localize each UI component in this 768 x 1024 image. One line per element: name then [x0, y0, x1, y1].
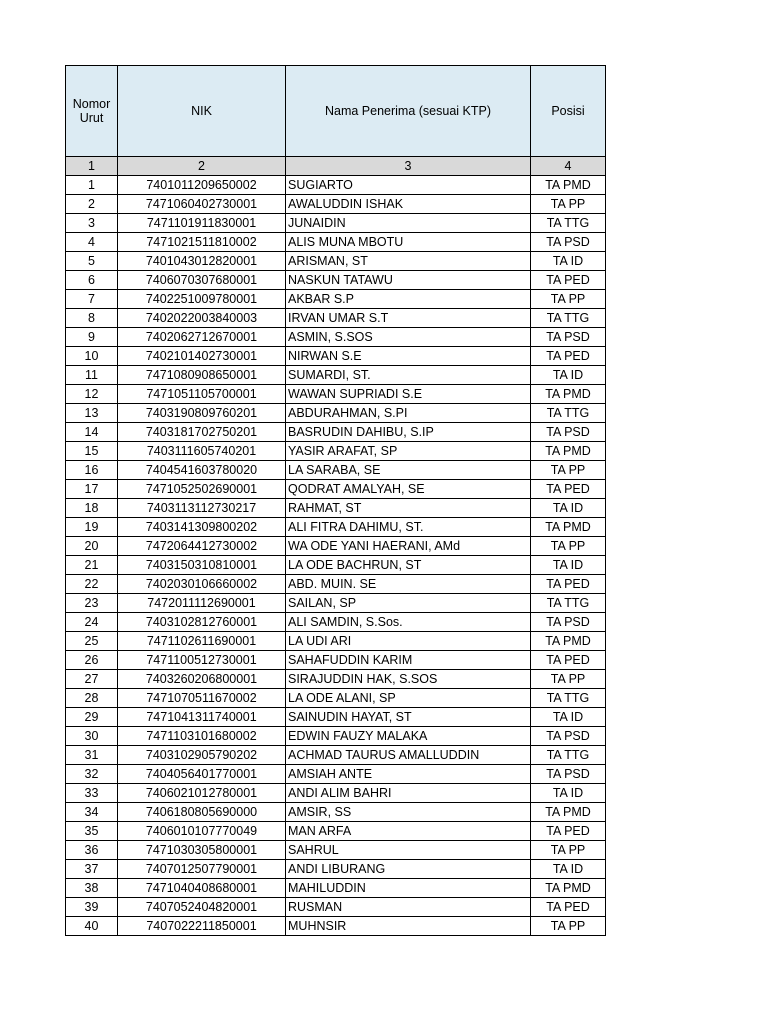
- cell-nik[interactable]: 7403102812760001: [118, 613, 286, 632]
- cell-nomor-urut[interactable]: 7: [66, 290, 118, 309]
- cell-nomor-urut[interactable]: 17: [66, 480, 118, 499]
- cell-nama-penerima[interactable]: LA ODE ALANI, SP: [286, 689, 531, 708]
- table-row: [66, 556, 606, 575]
- cell-nik[interactable]: 7407012507790001: [118, 860, 286, 879]
- cell-nomor-urut[interactable]: 18: [66, 499, 118, 518]
- cell-nik[interactable]: 7471030305800001: [118, 841, 286, 860]
- table-row: [66, 746, 606, 765]
- table-row: [66, 917, 606, 936]
- table-row: [66, 898, 606, 917]
- cell-nama-penerima[interactable]: SAHRUL: [286, 841, 531, 860]
- cell-posisi[interactable]: TA PSD: [531, 765, 606, 784]
- cell-nomor-urut[interactable]: 27: [66, 670, 118, 689]
- cell-posisi[interactable]: TA PMD: [531, 176, 606, 195]
- cell-nama-penerima[interactable]: LA UDI ARI: [286, 632, 531, 651]
- cell-nomor-urut[interactable]: 4: [66, 233, 118, 252]
- cell-nama-penerima[interactable]: JUNAIDIN: [286, 214, 531, 233]
- cell-nik[interactable]: 7401043012820001: [118, 252, 286, 271]
- cell-nama-penerima[interactable]: RAHMAT, ST: [286, 499, 531, 518]
- cell-posisi[interactable]: TA PED: [531, 271, 606, 290]
- cell-nama-penerima[interactable]: ABDURAHMAN, S.PI: [286, 404, 531, 423]
- table-row: [66, 860, 606, 879]
- cell-posisi[interactable]: TA PSD: [531, 727, 606, 746]
- cell-posisi[interactable]: TA PMD: [531, 385, 606, 404]
- cell-posisi[interactable]: TA PSD: [531, 233, 606, 252]
- cell-nik[interactable]: 7471102611690001: [118, 632, 286, 651]
- column-index-cell[interactable]: 1: [66, 157, 118, 176]
- table-row: [66, 841, 606, 860]
- cell-posisi[interactable]: TA PMD: [531, 803, 606, 822]
- cell-nomor-urut[interactable]: 31: [66, 746, 118, 765]
- cell-nama-penerima[interactable]: ANDI LIBURANG: [286, 860, 531, 879]
- cell-nomor-urut[interactable]: 14: [66, 423, 118, 442]
- table-row: [66, 708, 606, 727]
- column-index-cell[interactable]: 2: [118, 157, 286, 176]
- cell-posisi[interactable]: TA ID: [531, 366, 606, 385]
- table-row: [66, 423, 606, 442]
- cell-posisi[interactable]: TA TTG: [531, 689, 606, 708]
- cell-nomor-urut[interactable]: 34: [66, 803, 118, 822]
- cell-nama-penerima[interactable]: ALI SAMDIN, S.Sos.: [286, 613, 531, 632]
- table-row: [66, 461, 606, 480]
- cell-nama-penerima[interactable]: ACHMAD TAURUS AMALLUDDIN: [286, 746, 531, 765]
- cell-posisi[interactable]: TA ID: [531, 860, 606, 879]
- cell-posisi[interactable]: TA PSD: [531, 328, 606, 347]
- cell-posisi[interactable]: TA PED: [531, 575, 606, 594]
- cell-nama-penerima[interactable]: SUGIARTO: [286, 176, 531, 195]
- table-row: [66, 233, 606, 252]
- cell-nama-penerima[interactable]: BASRUDIN DAHIBU, S.IP: [286, 423, 531, 442]
- table-row: [66, 537, 606, 556]
- cell-nomor-urut[interactable]: 39: [66, 898, 118, 917]
- cell-nama-penerima[interactable]: SAILAN, SP: [286, 594, 531, 613]
- table-row: [66, 613, 606, 632]
- cell-posisi[interactable]: TA PSD: [531, 423, 606, 442]
- table-row: [66, 347, 606, 366]
- cell-nik[interactable]: 7406070307680001: [118, 271, 286, 290]
- table-row: [66, 670, 606, 689]
- table-row: [66, 404, 606, 423]
- cell-nomor-urut[interactable]: 21: [66, 556, 118, 575]
- cell-nomor-urut[interactable]: 6: [66, 271, 118, 290]
- cell-nomor-urut[interactable]: 38: [66, 879, 118, 898]
- cell-nomor-urut[interactable]: 3: [66, 214, 118, 233]
- cell-nik[interactable]: 7471021511810002: [118, 233, 286, 252]
- cell-nomor-urut[interactable]: 36: [66, 841, 118, 860]
- cell-nama-penerima[interactable]: EDWIN FAUZY MALAKA: [286, 727, 531, 746]
- cell-nama-penerima[interactable]: RUSMAN: [286, 898, 531, 917]
- table-row: [66, 575, 606, 594]
- cell-nama-penerima[interactable]: SUMARDI, ST.: [286, 366, 531, 385]
- cell-nama-penerima[interactable]: MAHILUDDIN: [286, 879, 531, 898]
- cell-posisi[interactable]: TA ID: [531, 499, 606, 518]
- cell-posisi[interactable]: TA PMD: [531, 518, 606, 537]
- table-row: [66, 689, 606, 708]
- cell-posisi[interactable]: TA ID: [531, 252, 606, 271]
- cell-nomor-urut[interactable]: 22: [66, 575, 118, 594]
- cell-nomor-urut[interactable]: 2: [66, 195, 118, 214]
- cell-nama-penerima[interactable]: WAWAN SUPRIADI S.E: [286, 385, 531, 404]
- cell-nik[interactable]: 7472011112690001: [118, 594, 286, 613]
- cell-nik[interactable]: 7404056401770001: [118, 765, 286, 784]
- cell-nik[interactable]: 7471041311740001: [118, 708, 286, 727]
- cell-posisi[interactable]: TA PSD: [531, 613, 606, 632]
- cell-nik[interactable]: 7406180805690000: [118, 803, 286, 822]
- recipient-table: [65, 65, 606, 936]
- cell-nomor-urut[interactable]: 12: [66, 385, 118, 404]
- cell-nama-penerima[interactable]: AWALUDDIN ISHAK: [286, 195, 531, 214]
- cell-posisi[interactable]: TA TTG: [531, 594, 606, 613]
- cell-posisi[interactable]: TA PP: [531, 195, 606, 214]
- cell-nik[interactable]: 7402101402730001: [118, 347, 286, 366]
- cell-nik[interactable]: 7401011209650002: [118, 176, 286, 195]
- cell-posisi[interactable]: TA PED: [531, 480, 606, 499]
- cell-posisi[interactable]: TA PP: [531, 841, 606, 860]
- cell-nama-penerima[interactable]: AMSIR, SS: [286, 803, 531, 822]
- cell-nama-penerima[interactable]: ALIS MUNA MBOTU: [286, 233, 531, 252]
- cell-nomor-urut[interactable]: 23: [66, 594, 118, 613]
- cell-nama-penerima[interactable]: AMSIAH ANTE: [286, 765, 531, 784]
- table-row: [66, 822, 606, 841]
- cell-nomor-urut[interactable]: 32: [66, 765, 118, 784]
- cell-nama-penerima[interactable]: ABD. MUIN. SE: [286, 575, 531, 594]
- cell-nomor-urut[interactable]: 16: [66, 461, 118, 480]
- cell-posisi[interactable]: TA PED: [531, 898, 606, 917]
- table-row: [66, 290, 606, 309]
- table-body: [66, 176, 606, 936]
- table-row: [66, 214, 606, 233]
- cell-nik[interactable]: 7471060402730001: [118, 195, 286, 214]
- cell-posisi[interactable]: TA PP: [531, 670, 606, 689]
- cell-posisi[interactable]: TA PP: [531, 917, 606, 936]
- cell-posisi[interactable]: TA PED: [531, 822, 606, 841]
- table-row: [66, 765, 606, 784]
- cell-nik[interactable]: 7403190809760201: [118, 404, 286, 423]
- header-nik[interactable]: NIK: [118, 66, 286, 157]
- cell-posisi[interactable]: TA ID: [531, 784, 606, 803]
- cell-nomor-urut[interactable]: 40: [66, 917, 118, 936]
- cell-nik[interactable]: 7403150310810001: [118, 556, 286, 575]
- cell-nama-penerima[interactable]: MAN ARFA: [286, 822, 531, 841]
- cell-nomor-urut[interactable]: 9: [66, 328, 118, 347]
- cell-nama-penerima[interactable]: LA SARABA, SE: [286, 461, 531, 480]
- cell-posisi[interactable]: TA TTG: [531, 309, 606, 328]
- cell-nik[interactable]: 7403141309800202: [118, 518, 286, 537]
- cell-nama-penerima[interactable]: IRVAN UMAR S.T: [286, 309, 531, 328]
- table-row: [66, 879, 606, 898]
- table-row: [66, 309, 606, 328]
- cell-nik[interactable]: 7471070511670002: [118, 689, 286, 708]
- cell-nama-penerima[interactable]: AKBAR S.P: [286, 290, 531, 309]
- cell-nomor-urut[interactable]: 30: [66, 727, 118, 746]
- cell-nik[interactable]: 7402251009780001: [118, 290, 286, 309]
- cell-nomor-urut[interactable]: 20: [66, 537, 118, 556]
- cell-nomor-urut[interactable]: 1: [66, 176, 118, 195]
- cell-nama-penerima[interactable]: ALI FITRA DAHIMU, ST.: [286, 518, 531, 537]
- cell-nik[interactable]: 7472064412730002: [118, 537, 286, 556]
- cell-nomor-urut[interactable]: 29: [66, 708, 118, 727]
- cell-posisi[interactable]: TA ID: [531, 556, 606, 575]
- cell-nama-penerima[interactable]: MUHNSIR: [286, 917, 531, 936]
- cell-nik[interactable]: 7406021012780001: [118, 784, 286, 803]
- header-posisi[interactable]: Posisi: [531, 66, 606, 157]
- cell-nik[interactable]: 7402022003840003: [118, 309, 286, 328]
- cell-nik[interactable]: 7406010107770049: [118, 822, 286, 841]
- header-urut-label: Urut: [79, 111, 104, 125]
- cell-posisi[interactable]: TA PMD: [531, 632, 606, 651]
- cell-nomor-urut[interactable]: 28: [66, 689, 118, 708]
- cell-nik[interactable]: 7402030106660002: [118, 575, 286, 594]
- table-row: [66, 195, 606, 214]
- cell-nik[interactable]: 7471051105700001: [118, 385, 286, 404]
- cell-nik[interactable]: 7403111605740201: [118, 442, 286, 461]
- table-row: [66, 518, 606, 537]
- table-row: [66, 385, 606, 404]
- table-row: [66, 632, 606, 651]
- cell-nama-penerima[interactable]: SIRAJUDDIN HAK, S.SOS: [286, 670, 531, 689]
- cell-nama-penerima[interactable]: NASKUN TATAWU: [286, 271, 531, 290]
- cell-nama-penerima[interactable]: LA ODE BACHRUN, ST: [286, 556, 531, 575]
- table-row: [66, 784, 606, 803]
- cell-nomor-urut[interactable]: 5: [66, 252, 118, 271]
- cell-nik[interactable]: 7403102905790202: [118, 746, 286, 765]
- cell-nomor-urut[interactable]: 26: [66, 651, 118, 670]
- cell-posisi[interactable]: TA TTG: [531, 404, 606, 423]
- table-row: [66, 328, 606, 347]
- cell-nomor-urut[interactable]: 10: [66, 347, 118, 366]
- cell-nik[interactable]: 7471040408680001: [118, 879, 286, 898]
- table-row: [66, 366, 606, 385]
- header-row: [66, 66, 606, 157]
- cell-nama-penerima[interactable]: SAHAFUDDIN KARIM: [286, 651, 531, 670]
- table-row: [66, 727, 606, 746]
- cell-nik[interactable]: 7402062712670001: [118, 328, 286, 347]
- table-row: [66, 803, 606, 822]
- column-index-cell[interactable]: 3: [286, 157, 531, 176]
- cell-nomor-urut[interactable]: 13: [66, 404, 118, 423]
- cell-posisi[interactable]: TA TTG: [531, 746, 606, 765]
- column-index-row: [66, 157, 606, 176]
- cell-nik[interactable]: 7471100512730001: [118, 651, 286, 670]
- cell-nama-penerima[interactable]: ASMIN, S.SOS: [286, 328, 531, 347]
- table-row: [66, 651, 606, 670]
- cell-posisi[interactable]: TA PED: [531, 347, 606, 366]
- cell-posisi[interactable]: TA ID: [531, 708, 606, 727]
- table-row: [66, 594, 606, 613]
- cell-nik[interactable]: 7407052404820001: [118, 898, 286, 917]
- cell-posisi[interactable]: TA PP: [531, 461, 606, 480]
- cell-nomor-urut[interactable]: 24: [66, 613, 118, 632]
- cell-nomor-urut[interactable]: 11: [66, 366, 118, 385]
- cell-nik[interactable]: 7407022211850001: [118, 917, 286, 936]
- cell-nik[interactable]: 7403181702750201: [118, 423, 286, 442]
- cell-posisi[interactable]: TA PP: [531, 537, 606, 556]
- cell-nama-penerima[interactable]: ARISMAN, ST: [286, 252, 531, 271]
- cell-nik[interactable]: 7403113112730217: [118, 499, 286, 518]
- header-nomor-urut[interactable]: [66, 66, 118, 157]
- cell-nomor-urut[interactable]: 15: [66, 442, 118, 461]
- cell-nik[interactable]: 7403260206800001: [118, 670, 286, 689]
- cell-posisi[interactable]: TA PP: [531, 290, 606, 309]
- cell-nik[interactable]: 7471052502690001: [118, 480, 286, 499]
- header-nomor-label: Nomor: [72, 97, 111, 111]
- cell-nomor-urut[interactable]: 37: [66, 860, 118, 879]
- table-row: [66, 499, 606, 518]
- table-row: [66, 176, 606, 195]
- cell-nomor-urut[interactable]: 8: [66, 309, 118, 328]
- cell-nama-penerima[interactable]: QODRAT AMALYAH, SE: [286, 480, 531, 499]
- cell-posisi[interactable]: TA PMD: [531, 442, 606, 461]
- cell-nomor-urut[interactable]: 35: [66, 822, 118, 841]
- cell-nama-penerima[interactable]: ANDI ALIM BAHRI: [286, 784, 531, 803]
- cell-nik[interactable]: 7404541603780020: [118, 461, 286, 480]
- cell-nama-penerima[interactable]: YASIR ARAFAT, SP: [286, 442, 531, 461]
- cell-nama-penerima[interactable]: WA ODE YANI HAERANI, AMd: [286, 537, 531, 556]
- table-row: [66, 442, 606, 461]
- table-row: [66, 252, 606, 271]
- table-row: [66, 271, 606, 290]
- cell-nik[interactable]: 7471080908650001: [118, 366, 286, 385]
- cell-nomor-urut[interactable]: 33: [66, 784, 118, 803]
- cell-posisi[interactable]: TA TTG: [531, 214, 606, 233]
- cell-nama-penerima[interactable]: SAINUDIN HAYAT, ST: [286, 708, 531, 727]
- cell-nomor-urut[interactable]: 19: [66, 518, 118, 537]
- cell-nik[interactable]: 7471101911830001: [118, 214, 286, 233]
- column-index-cell[interactable]: 4: [531, 157, 606, 176]
- table-row: [66, 480, 606, 499]
- header-nama-penerima[interactable]: Nama Penerima (sesuai KTP): [286, 66, 531, 157]
- cell-posisi[interactable]: TA PED: [531, 651, 606, 670]
- cell-nik[interactable]: 7471103101680002: [118, 727, 286, 746]
- cell-nama-penerima[interactable]: NIRWAN S.E: [286, 347, 531, 366]
- cell-nomor-urut[interactable]: 25: [66, 632, 118, 651]
- cell-posisi[interactable]: TA PMD: [531, 879, 606, 898]
